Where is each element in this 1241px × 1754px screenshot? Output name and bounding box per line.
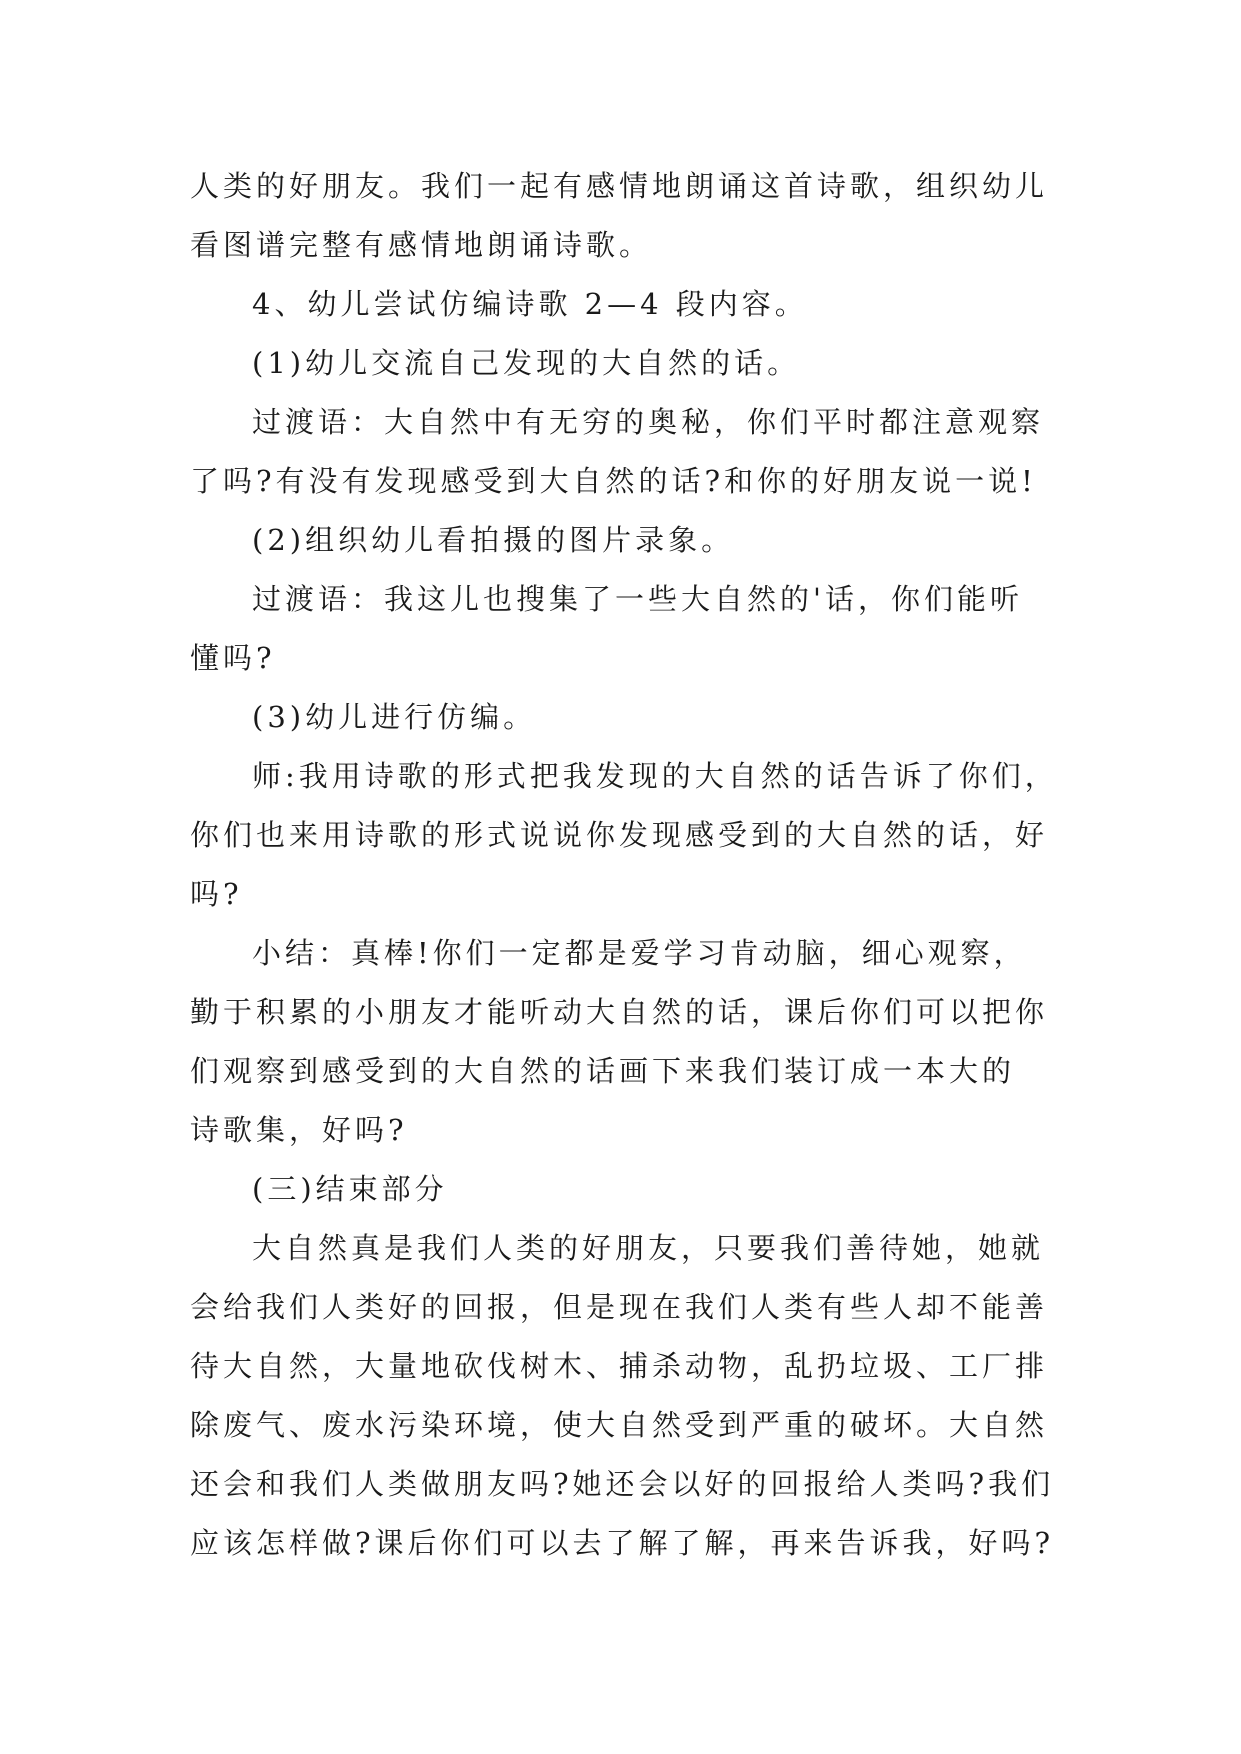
paragraph-transition-2: 过渡语：我这儿也搜集了一些大自然的'话，你们能听 懂吗? — [190, 582, 1023, 675]
paragraph-continuation: 人类的好朋友。我们一起有感情地朗诵这首诗歌，组织幼儿 看图谱完整有感情地朗诵诗歌。 — [190, 169, 1049, 262]
section-heading-ending: (三)结束部分 — [252, 1172, 448, 1206]
document-body — [190, 157, 1070, 1573]
paragraph-substep-2: (2)组织幼儿看拍摄的图片录象。 — [252, 523, 735, 557]
paragraph-transition-1: 过渡语：大自然中有无穷的奥秘，你们平时都注意观察 了吗?有没有发现感受到大自然的话?和你的好朋友说一说! — [190, 405, 1045, 498]
paragraph-step-4-heading: 4、幼儿尝试仿编诗歌 2—4 段内容。 — [252, 287, 808, 321]
paragraph-summary: 小结：真棒!你们一定都是爱学习肯动脑，细心观察， 勤于积累的小朋友才能听动大自然的话，课后你们可以把你 们观察到感受到的大自然的话画下来我们装订成一本大的 诗歌集，好吗? — [190, 936, 1049, 1147]
paragraph-teacher-speech: 师:我用诗歌的形式把我发现的大自然的话告诉了你们， 你们也来用诗歌的形式说说你发现感受到的大自然的话，好 吗? — [190, 759, 1058, 911]
paragraph-substep-1: (1)幼儿交流自己发现的大自然的话。 — [252, 346, 801, 380]
paragraph-closing: 大自然真是我们人类的好朋友，只要我们善待她，她就 会给我们人类好的回报，但是现在我们人类有些人却不能善 待大自然，大量地砍伐树木、捕杀动物，乱扔垃圾、工厂排 除废气、废水污染环境，使大自然受到严重的破坏。大自然 还会和我们人类做朋友吗?她还会以好的回报给人类吗?我们 应该怎样做?课后你们可以去了解了解，再来告诉我，好吗? — [190, 1231, 1055, 1560]
paragraph-substep-3: (3)幼儿进行仿编。 — [252, 700, 537, 734]
